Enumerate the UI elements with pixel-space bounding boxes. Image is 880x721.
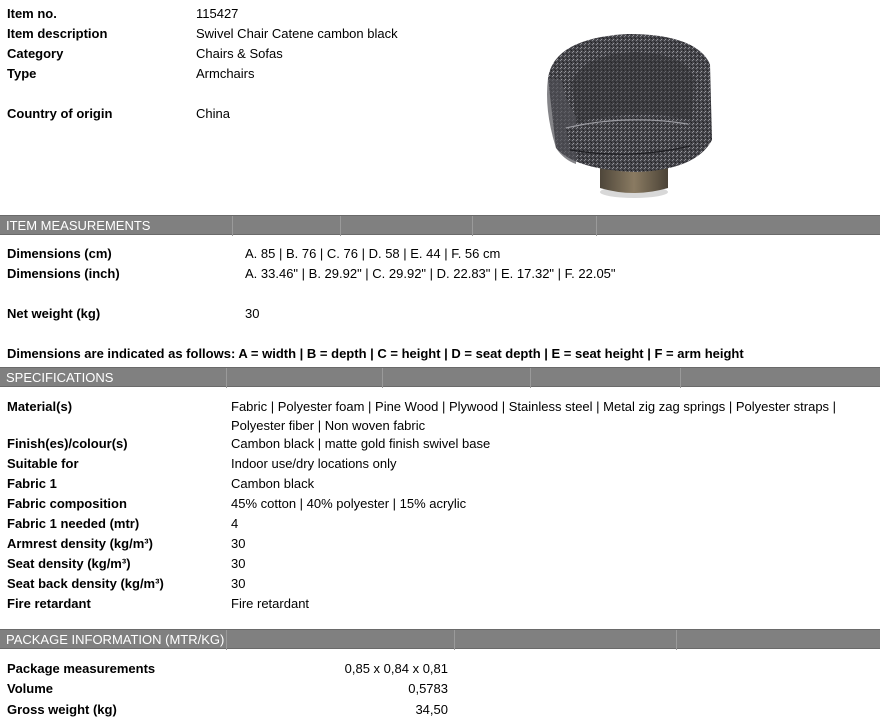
specifications-section-title: SPECIFICATIONS <box>6 370 114 385</box>
seat-back-density-value: 30 <box>231 576 246 591</box>
volume-label: Volume <box>7 681 53 696</box>
fabric-needed-value: 4 <box>231 516 239 531</box>
package-section-header <box>0 629 880 649</box>
dimensions-cm-label: Dimensions (cm) <box>7 246 112 261</box>
gross-weight-value: 34,50 <box>415 702 448 717</box>
fabric-needed-label: Fabric 1 needed (mtr) <box>7 516 140 531</box>
fabric-composition-value: 45% cotton | 40% polyester | 15% acrylic <box>231 496 467 511</box>
fire-retardant-label: Fire retardant <box>7 596 91 611</box>
fire-retardant-value: Fire retardant <box>231 596 310 611</box>
armrest-density-value: 30 <box>231 536 246 551</box>
finish-colour-label: Finish(es)/colour(s) <box>7 436 128 451</box>
seat-back-density-label: Seat back density (kg/m³) <box>7 576 164 591</box>
gross-weight-label: Gross weight (kg) <box>7 702 117 717</box>
fabric-1-value: Cambon black <box>231 476 315 491</box>
armchair-photo <box>536 20 726 210</box>
measurements-section-title: ITEM MEASUREMENTS <box>6 218 151 233</box>
item-description-value: Swivel Chair Catene cambon black <box>196 26 398 41</box>
country-of-origin-value: China <box>196 106 230 121</box>
fabric-1-label: Fabric 1 <box>7 476 57 491</box>
net-weight-value: 30 <box>245 306 260 321</box>
category-label: Category <box>7 46 64 61</box>
suitable-for-label: Suitable for <box>7 456 79 471</box>
armrest-density-label: Armrest density (kg/m³) <box>7 536 153 551</box>
type-label: Type <box>7 66 37 81</box>
volume-value: 0,5783 <box>408 681 448 696</box>
seat-density-value: 30 <box>231 556 246 571</box>
dimensions-cm-value: A. 85 | B. 76 | C. 76 | D. 58 | E. 44 | F. 56 cm <box>245 246 501 261</box>
fabric-composition-label: Fabric composition <box>7 496 127 511</box>
measurements-section-header <box>0 215 880 235</box>
finish-colour-value: Cambon black | matte gold finish swivel base <box>231 436 491 451</box>
type-value: Armchairs <box>196 66 255 81</box>
item-no-value: 115427 <box>196 6 239 21</box>
dimensions-inch-label: Dimensions (inch) <box>7 266 120 281</box>
seat-density-label: Seat density (kg/m³) <box>7 556 131 571</box>
specifications-section-header <box>0 367 880 387</box>
item-description-label: Item description <box>7 26 108 41</box>
materials-label: Material(s) <box>7 399 73 414</box>
package-measurements-label: Package measurements <box>7 661 156 676</box>
item-no-label: Item no. <box>7 6 57 21</box>
materials-value-continued: Polyester fiber | Non woven fabric <box>231 418 426 433</box>
package-measurements-value: 0,85 x 0,84 x 0,81 <box>344 661 448 676</box>
package-section-title: PACKAGE INFORMATION (MTR/KG) <box>6 632 225 647</box>
country-of-origin-label: Country of origin <box>7 106 113 121</box>
materials-value: Fabric | Polyester foam | Pine Wood | Plywood | Stainless steel | Metal zig zag springs | Polyester straps | <box>231 399 837 414</box>
suitable-for-value: Indoor use/dry locations only <box>231 456 397 471</box>
dimensions-legend-note: Dimensions are indicated as follows: A = width | B = depth | C = height | D = seat depth | E = seat height | F = arm height <box>7 346 744 361</box>
net-weight-label: Net weight (kg) <box>7 306 101 321</box>
dimensions-inch-value: A. 33.46" | B. 29.92" | C. 29.92" | D. 22.83" | E. 17.32" | F. 22.05" <box>245 266 616 281</box>
category-value: Chairs & Sofas <box>196 46 283 61</box>
